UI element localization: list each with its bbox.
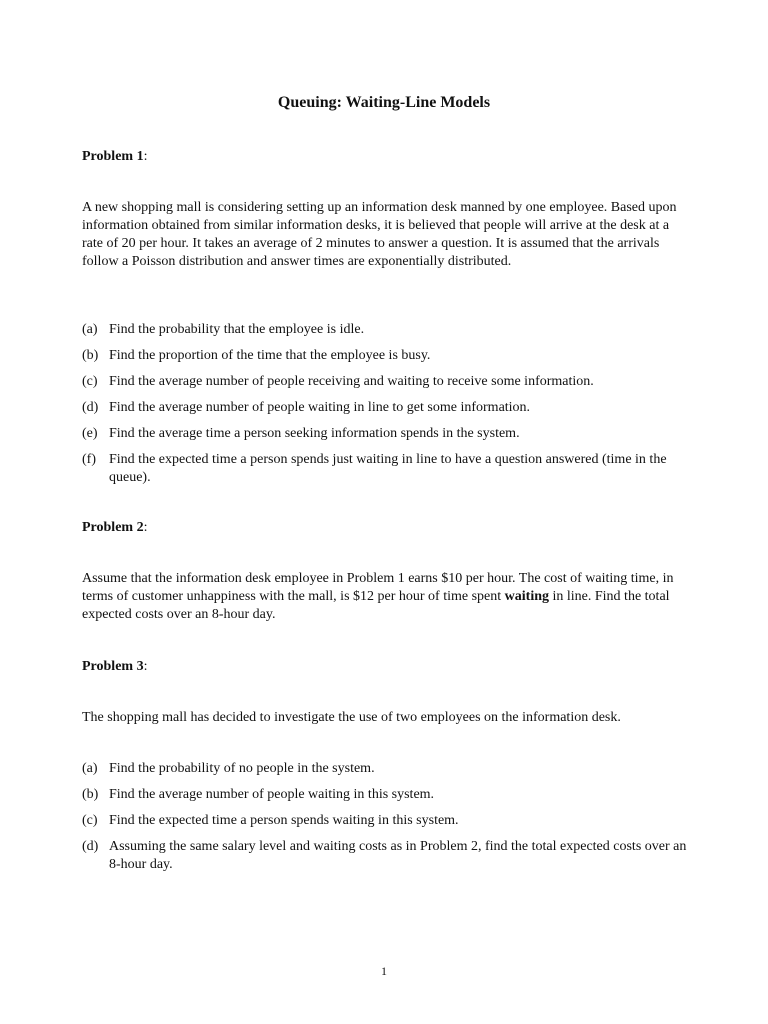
list-item-text: Find the expected time a person spends waiting in this system. bbox=[109, 813, 459, 828]
list-item bbox=[82, 786, 692, 804]
page-number: 1 bbox=[381, 964, 387, 978]
list-item-label: (f) bbox=[82, 452, 96, 467]
problem-2-heading bbox=[82, 519, 147, 537]
list-item-label: (d) bbox=[82, 839, 99, 854]
problem-1-heading bbox=[82, 148, 147, 166]
problem-3-heading-colon: : bbox=[143, 659, 148, 674]
list-item-label: (c) bbox=[82, 374, 98, 389]
problem-2-heading-colon: : bbox=[143, 520, 148, 535]
list-item-text: Assuming the same salary level and waiting costs as in Problem 2, find the total expected costs over an 8-hour day. bbox=[109, 839, 687, 872]
problem-3-heading bbox=[82, 658, 147, 676]
list-item bbox=[82, 812, 692, 830]
problem-1-heading-label: Problem 1 bbox=[82, 149, 144, 164]
list-item-label: (c) bbox=[82, 813, 98, 828]
problem-3-list bbox=[82, 760, 692, 882]
list-item bbox=[82, 373, 692, 391]
list-item bbox=[82, 838, 692, 874]
problem-3-heading-label: Problem 3 bbox=[82, 659, 144, 674]
list-item-text: Find the proportion of the time that the employee is busy. bbox=[109, 348, 431, 363]
list-item-text: Find the average number of people waiting in this system. bbox=[109, 787, 435, 802]
list-item bbox=[82, 425, 692, 443]
list-item bbox=[82, 321, 692, 339]
problem-2-text-before: Assume that the information desk employee in Problem 1 earns $10 per hour. The cost of waiting time, in terms of customer unhappiness with the mall, is $12 per hour of time spent bbox=[82, 571, 674, 604]
list-item-label: (a) bbox=[82, 322, 98, 337]
list-item-label: (a) bbox=[82, 761, 98, 776]
problem-2-heading-label: Problem 2 bbox=[82, 520, 144, 535]
list-item bbox=[82, 347, 692, 365]
list-item-label: (b) bbox=[82, 348, 99, 363]
list-item-text: Find the average number of people receiving and waiting to receive some information. bbox=[109, 374, 594, 389]
list-item-text: Find the probability of no people in the system. bbox=[109, 761, 375, 776]
list-item-text: Find the average number of people waiting in line to get some information. bbox=[109, 400, 531, 415]
problem-1-intro: A new shopping mall is considering setting up an information desk manned by one employee. Based upon information obtained from similar information desks, it is believed that people will arrive at the desk at a rate of 20 per hour. It takes an average of 2 minutes to answer a question. It is assumed that the arrivals follow a Poisson distribution and answer times are exponentially distributed. bbox=[82, 200, 677, 269]
list-item-text: Find the expected time a person spends just waiting in line to have a question answered (time in the queue). bbox=[109, 452, 667, 485]
problem-2-text-after: in line. Find the total expected costs over an 8-hour day. bbox=[82, 589, 670, 622]
list-item-text: Find the average time a person seeking information spends in the system. bbox=[109, 426, 520, 441]
problem-2-text bbox=[82, 570, 682, 624]
problem-3-intro: The shopping mall has decided to investigate the use of two employees on the information desk. bbox=[82, 710, 621, 725]
list-item bbox=[82, 451, 692, 487]
list-item bbox=[82, 760, 692, 778]
problem-2-bold-word: waiting bbox=[504, 589, 549, 604]
page-title: Queuing: Waiting-Line Models bbox=[277, 94, 491, 111]
list-item-label: (b) bbox=[82, 787, 99, 802]
problem-1-list bbox=[82, 321, 692, 495]
list-item-label: (e) bbox=[82, 426, 98, 441]
list-item-text: Find the probability that the employee is idle. bbox=[109, 322, 365, 337]
problem-1-heading-colon: : bbox=[143, 149, 148, 164]
list-item-label: (d) bbox=[82, 400, 99, 415]
list-item bbox=[82, 399, 692, 417]
